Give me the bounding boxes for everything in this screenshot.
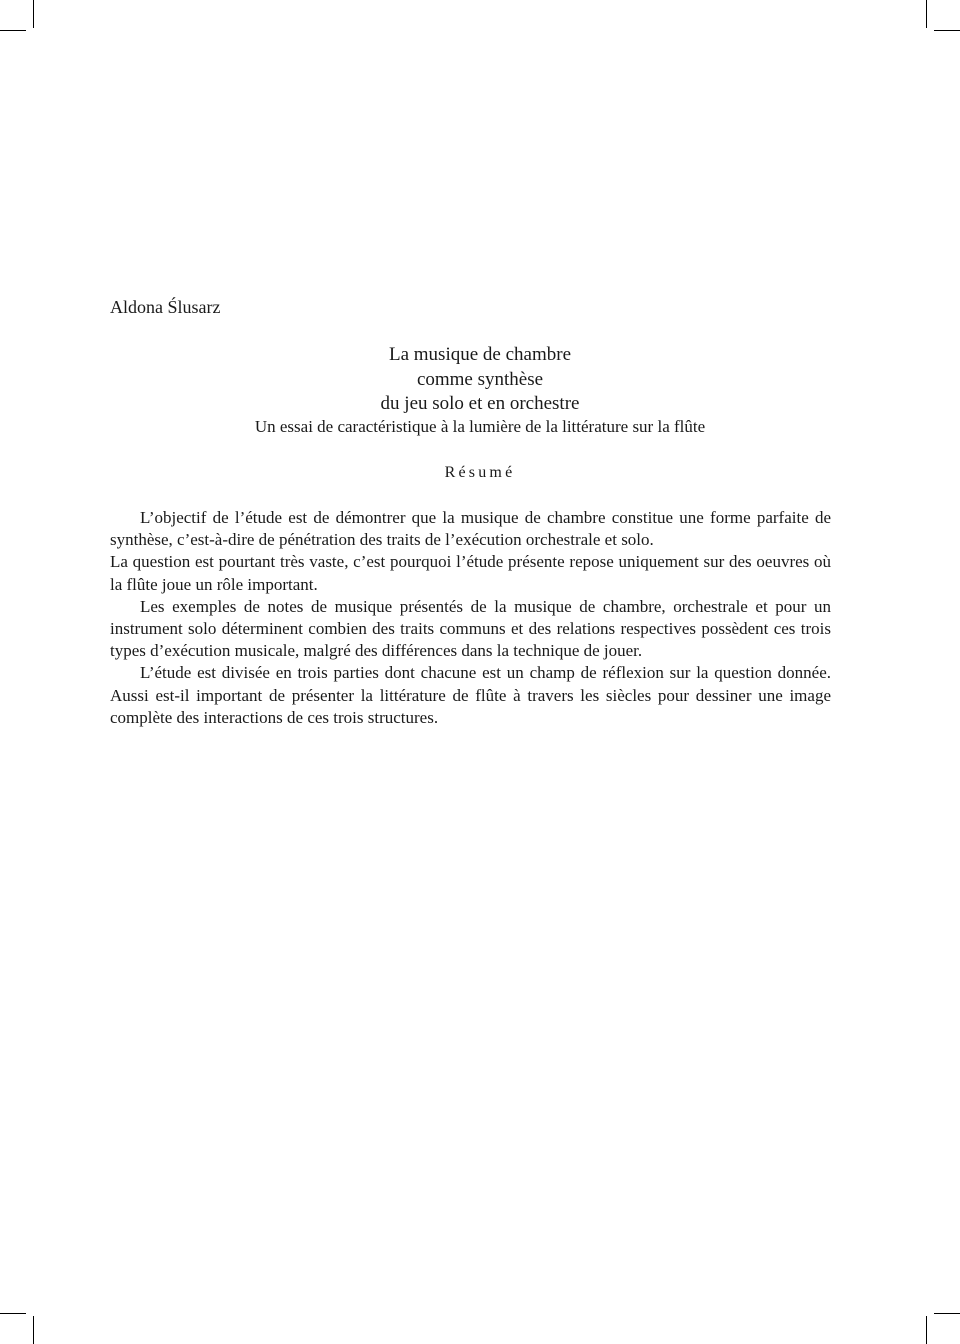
summary-paragraph: Les exemples de notes de musique présentés de la musique de chambre, orchestrale et pour un instrument solo déterminent combien des traits communs et des relations respectives possèdent ces trois types d’exécution musicale, malgré des différences dans la technique de jouer. bbox=[110, 596, 831, 661]
crop-mark-top-left-vertical bbox=[33, 0, 34, 28]
crop-mark-bottom-right-vertical bbox=[926, 1316, 927, 1344]
crop-mark-bottom-left-vertical bbox=[33, 1316, 34, 1344]
article-subtitle: Un essai de caractéristique à la lumière de la littérature sur la flûte bbox=[254, 417, 706, 436]
article-title bbox=[110, 343, 850, 417]
crop-mark-top-right-horizontal bbox=[934, 30, 960, 31]
crop-mark-top-left-horizontal bbox=[0, 30, 26, 31]
crop-mark-bottom-left-horizontal bbox=[0, 1313, 26, 1314]
summary-paragraph: L’étude est divisée en trois parties dont chacune est un champ de réflexion sur la question donnée. Aussi est-il important de présenter la littérature de flûte à travers les siècles pour dessiner une image complète des interactions de ces trois structures. bbox=[110, 663, 831, 727]
author-name: Aldona Ślusarz bbox=[110, 297, 221, 317]
section-heading: Résumé bbox=[444, 464, 516, 481]
summary-paragraph: La question est pourtant très vaste, c’est pourquoi l’étude présente repose uniquement sur des oeuvres où la flûte joue un rôle important. bbox=[110, 552, 831, 594]
crop-mark-top-right-vertical bbox=[926, 0, 927, 28]
summary-paragraph: L’objectif de l’étude est de démontrer que la musique de chambre constitue une forme parfaite de synthèse, c’est-à-dire de pénétration des traits de l’exécution orchestrale et solo. bbox=[110, 508, 831, 550]
title-line: du jeu solo et en orchestre bbox=[380, 393, 580, 414]
title-line: comme synthèse bbox=[416, 368, 544, 390]
title-line: La musique de chambre bbox=[388, 344, 571, 365]
summary-body bbox=[110, 507, 831, 729]
crop-mark-bottom-right-horizontal bbox=[934, 1313, 960, 1314]
